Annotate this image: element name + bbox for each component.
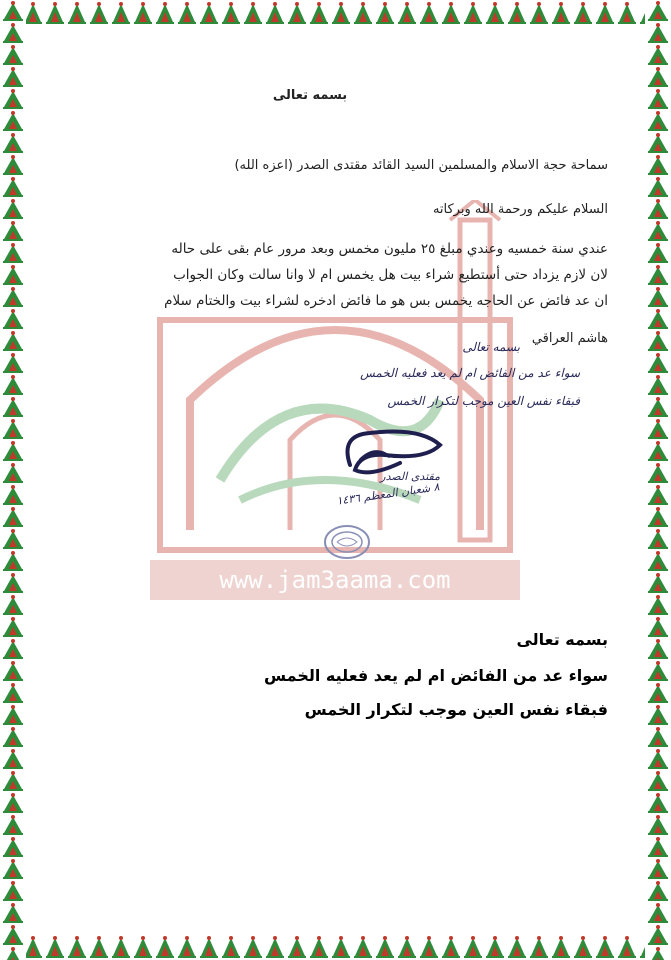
addressee-line: سماحة حجة الاسلام والمسلمين السيد القائد مقتدى الصدر (اعزه الله) [234, 158, 608, 173]
letter-body [78, 236, 608, 314]
handwritten-line: فبقاء نفس العين موجب لتكرار الخمس [387, 394, 580, 408]
letter-title: بسمه تعالى [272, 88, 348, 103]
ornamental-border-top [0, 0, 671, 26]
handwritten-line: سواء عد من الفائض ام لم يعد فعليه الخمس [360, 366, 580, 380]
letter-body-line: عندي سنة خمسيه وعندي مبلغ ٢٥ مليون مخمس وبعد مرور عام بقى على حاله [171, 241, 608, 257]
handwritten-heading: بسمه تعالى [462, 340, 520, 354]
watermark-site-text: www.jam3aama.com [219, 566, 451, 594]
greeting-line: السلام عليكم ورحمة الله وبركاته [432, 202, 608, 217]
transcription-title: بسمه تعالى [516, 630, 608, 649]
seal-stamp [322, 522, 372, 562]
signature-name: مقتدى الصدر [380, 470, 440, 483]
signature-date: ٨ شعبان المعظم ١٤٣٦ [335, 480, 441, 508]
transcription-line: فبقاء نفس العين موجب لتكرار الخمس [304, 700, 608, 719]
ornamental-border-right [645, 0, 671, 960]
transcription-line: سواء عد من الفائض ام لم يعد فعليه الخمس [263, 666, 608, 685]
sender-name: هاشم العراقي [531, 331, 608, 346]
letter-body-line: ان عد فائض عن الحاجه يخمس بس هو ما فائض ادخره لشراء بيت والختام سلام [164, 293, 608, 309]
ornamental-border-bottom [0, 934, 671, 960]
letter-body-line: لان لازم يزداد حتى أستطيع شراء بيت هل يخمس ام لا وانا سالت وكان الجواب [173, 267, 608, 283]
ornamental-border-left [0, 0, 26, 960]
